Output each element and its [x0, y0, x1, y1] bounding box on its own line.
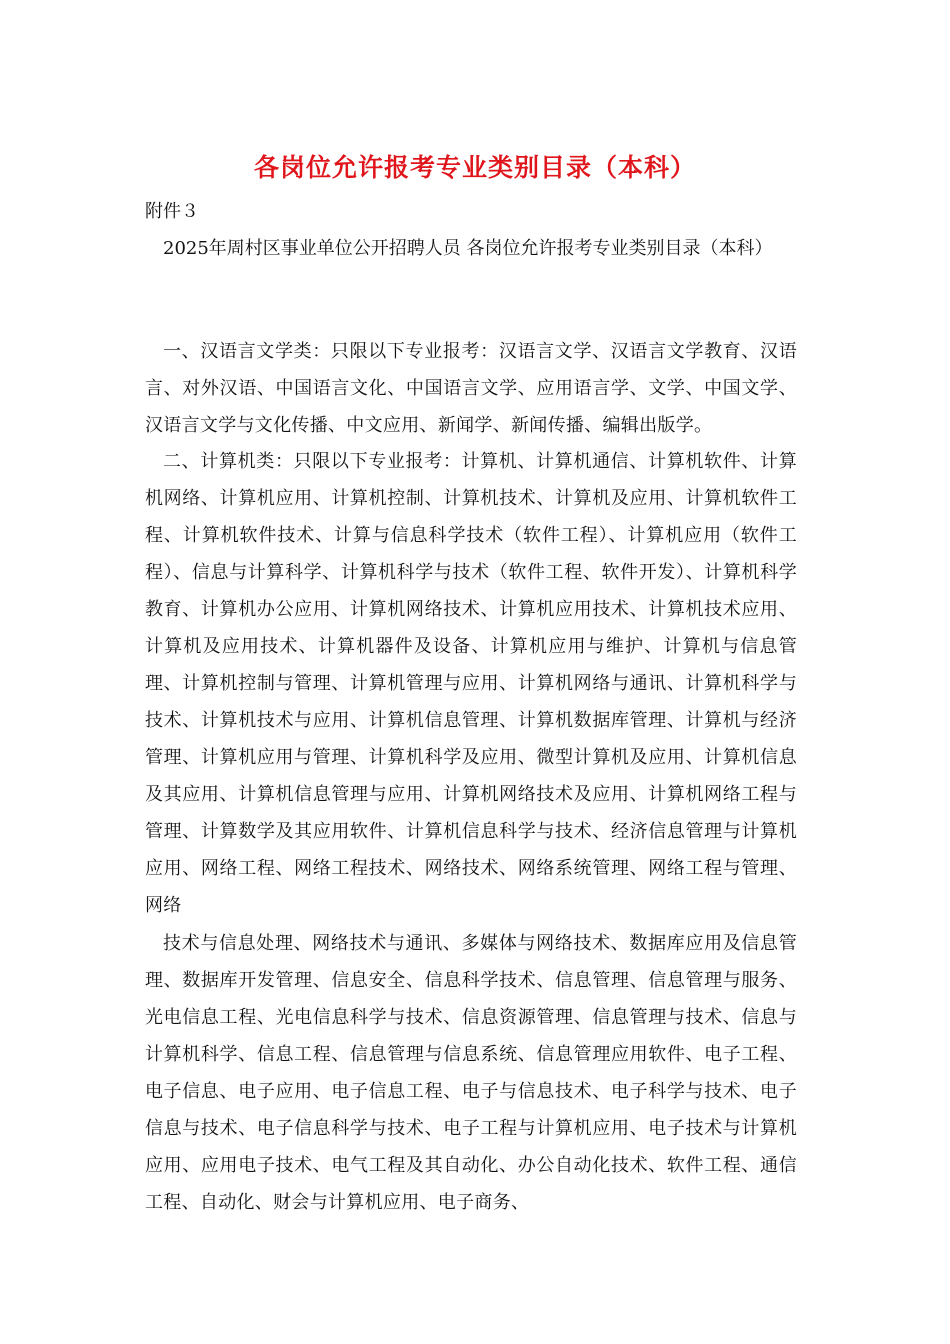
- paragraph-computer-science-continued: 技术与信息处理、网络技术与通讯、多媒体与网络技术、数据库应用及信息管理、数据库开发管理、信息安全、信息科学技术、信息管理、信息管理与服务、光电信息工程、光电信息科学与技术、信息资源管理、信息管理与技术、信息与计算机科学、信息工程、信息管理与信息系统、信息管理应用软件、电子工程、电子信息、电子应用、电子信息工程、电子与信息技术、电子科学与技术、电子信息与技术、电子信息科学与技术、电子工程与计算机应用、电子技术与计算机应用、应用电子技术、电气工程及其自动化、办公自动化技术、软件工程、通信工程、自动化、财会与计算机应用、电子商务、: [145, 933, 797, 1213]
- document-subtitle: 2025年周村区事业单位公开招聘人员 各岗位允许报考专业类别目录（本科）: [163, 238, 773, 259]
- paragraph-computer-science: 二、计算机类：只限以下专业报考：计算机、计算机通信、计算机软件、计算机网络、计算机应用、计算机控制、计算机技术、计算机及应用、计算机软件工程、计算机软件技术、计算与信息科学技术（软件工程）、计算机应用（软件工程）、信息与计算科学、计算机科学与技术（软件工程、软件开发）、计算机科学教育、计算机办公应用、计算机网络技术、计算机应用技术、计算机技术应用、计算机及应用技术、计算机器件及设备、计算机应用与维护、计算机与信息管理、计算机控制与管理、计算机管理与应用、计算机网络与通讯、计算机科学与技术、计算机技术与应用、计算机信息管理、计算机数据库管理、计算机与经济管理、计算机应用与管理、计算机科学及应用、微型计算机及应用、计算机信息及其应用、计算机信息管理与应用、计算机网络技术及应用、计算机网络工程与管理、计算数学及其应用软件、计算机信息科学与技术、经济信息管理与计算机应用、网络工程、网络工程技术、网络技术、网络系统管理、网络工程与管理、网络: [145, 451, 797, 916]
- document-title: 各岗位允许报考专业类别目录（本科）: [253, 153, 696, 182]
- attachment-label: 附件３: [145, 201, 199, 222]
- paragraph-chinese-literature: 一、汉语言文学类：只限以下专业报考：汉语言文学、汉语言文学教育、汉语言、对外汉语、中国语言文化、中国语言文学、应用语言学、文学、中国文学、汉语言文学与文化传播、中文应用、新闻学、新闻传播、编辑出版学。: [145, 341, 797, 436]
